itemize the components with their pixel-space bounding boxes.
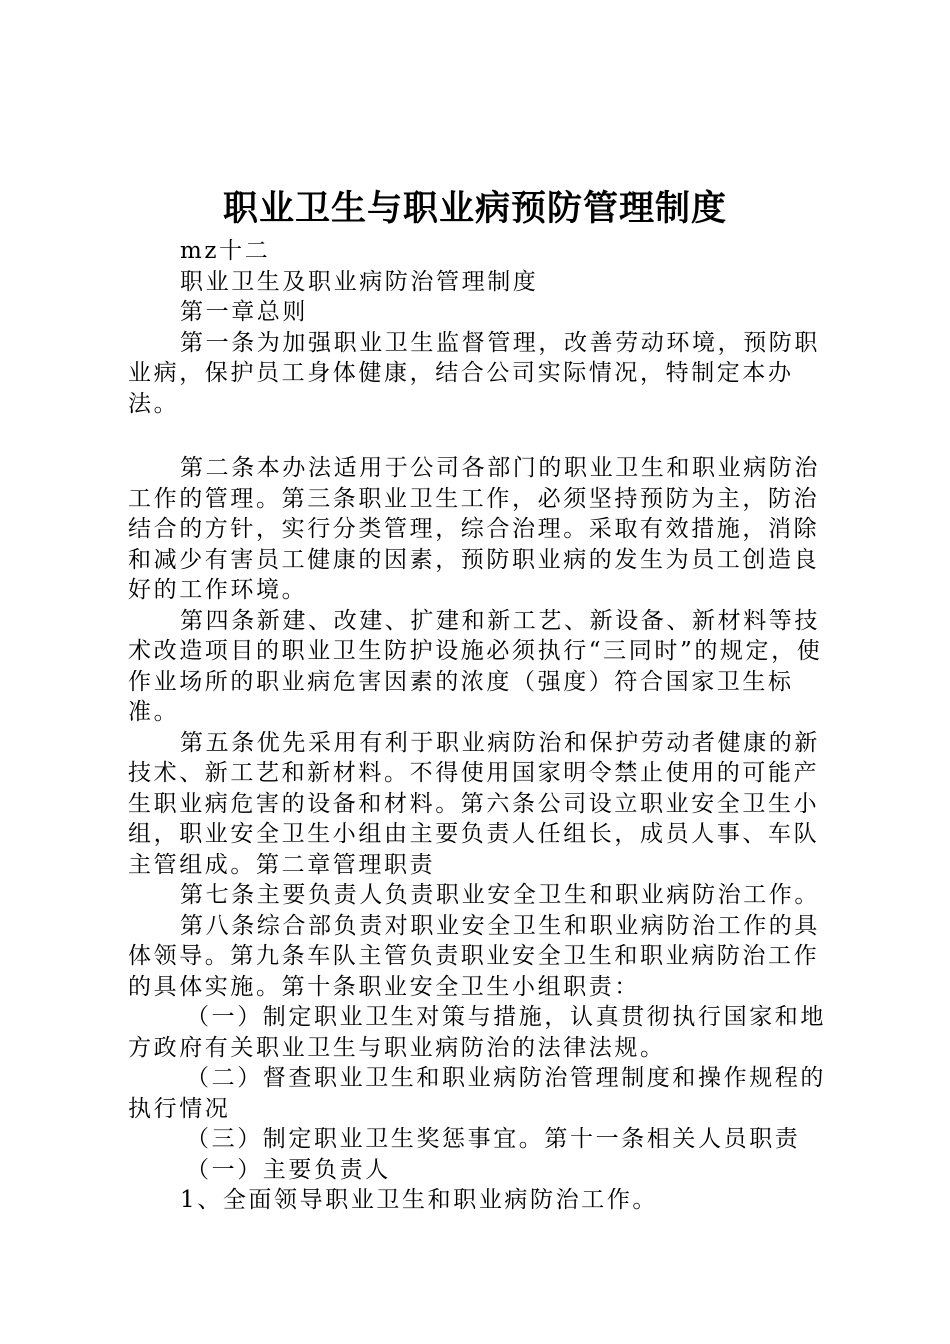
duty-item-1: （一）制定职业卫生对策与措施，认真贯彻执行国家和地方政府有关职业卫生与职业病防治的法律法规。 [128,1004,826,1061]
paragraph-gap [128,419,834,453]
duty-item-3: （三）制定职业卫生奖惩事宜。第十一条相关人员职责 [186,1126,801,1152]
responsibility-heading: （一）主要负责人 [186,1156,391,1183]
responsibility-item-1: 1、全面领导职业卫生和职业病防治工作。 [180,1187,659,1213]
paragraph-subtitle: 职业卫生及职业病防治管理制度 [180,268,539,295]
chapter-heading: 第一章总则 [180,299,308,325]
article-8-10: 第八条综合部负责对职业安全卫生和职业病防治工作的具体领导。第九条车队主管负责职业安全卫生和职业病防治工作的具体实施。第十条职业安全卫生小组职责： [128,912,820,1000]
article-4: 第四条新建、改建、扩建和新工艺、新设备、新材料等技术改造项目的职业卫生防护设施必须执行“三同时”的规定，使作业场所的职业病危害因素的浓度（强度）符合国家卫生标准。 [128,607,823,725]
article-2-3: 第二条本办法适用于公司各部门的职业卫生和职业病防治工作的管理。第三条职业卫生工作，必须坚持预防为主，防治结合的方针，实行分类管理，综合治理。采取有效措施，消除和减少有害员工健康的因素，预防职业病的发生为员工创造良好的工作环境。 [128,455,820,603]
document-body [128,236,834,1216]
article-1: 第一条为加强职业卫生监督管理，改善劳动环境，预防职业病，保护员工身体健康，结合公司实际情况，特制定本办法。 [128,329,820,417]
paragraph-code: mz十二 [180,238,271,264]
article-7: 第七条主要负责人负责职业安全卫生和职业病防治工作。 [180,882,820,908]
document-title: 职业卫生与职业病预防管理制度 [222,188,727,229]
article-5-6: 第五条优先采用有利于职业病防治和保护劳动者健康的新技术、新工艺和新材料。不得使用国家明令禁止使用的可能产生职业病危害的设备和材料。第六条公司设立职业安全卫生小组，职业安全卫生小组由主要负责人任组长，成员人事、车队主管组成。第二章管理职责 [128,729,820,878]
duty-item-2: （二）督查职业卫生和职业病防治管理制度和操作规程的执行情况 [128,1065,826,1122]
